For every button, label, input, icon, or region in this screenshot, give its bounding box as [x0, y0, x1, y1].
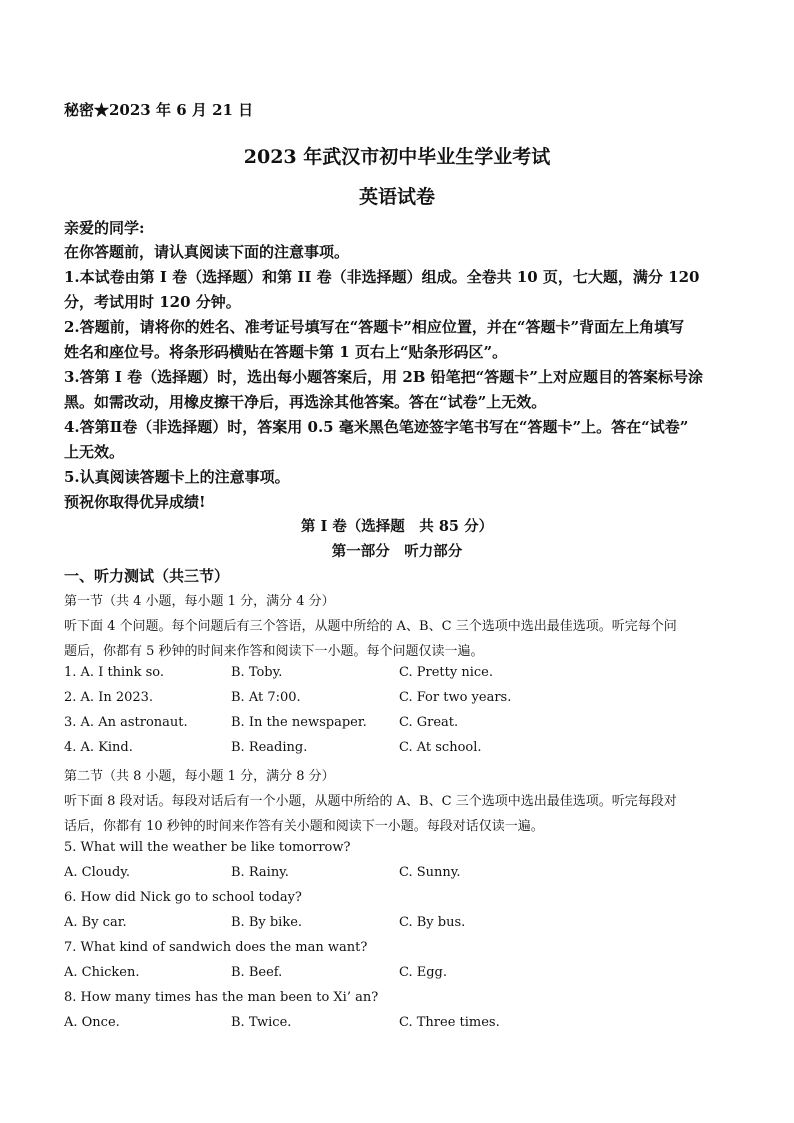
question-7-option-b: B. Beef.: [231, 965, 283, 980]
question-4-option-b: B. Reading.: [231, 740, 308, 755]
exam-title: 2023 年武汉市初中毕业生学业考试: [243, 146, 551, 168]
greeting: 亲爱的同学:: [64, 219, 145, 237]
question-5-option-a: A. Cloudy.: [64, 865, 131, 880]
section1-instruction-line-2: 题后，你都有 5 秒钟的时间来作答和阅读下一小题。每个问题仅读一遍。: [64, 644, 484, 659]
volume-heading: 第 I 卷（选择题 共 85 分）: [300, 518, 494, 535]
notice-item-5: 5.认真阅读答题卡上的注意事项。: [64, 468, 290, 486]
question-2-option-b: B. At 7:00.: [231, 690, 301, 705]
question-6-text: 6. How did Nick go to school today?: [64, 890, 302, 905]
notice-item-1-line-1: 1.本试卷由第 I 卷（选择题）和第 II 卷（非选择题）组成。全卷共 10 页，七大题，满分 120: [64, 268, 700, 286]
section2-sub-heading: 第二节（共 8 小题，每小题 1 分，满分 8 分）: [64, 769, 335, 784]
notice-item-4-line-1: 4.答第Ⅱ卷（非选择题）时，答案用 0.5 毫米黑色笔迹签字笔书写在“答题卡”上。答在“试卷”: [64, 418, 689, 436]
notice-intro: 在你答题前，请认真阅读下面的注意事项。: [64, 243, 350, 261]
notice-item-2-line-1: 2.答题前，请将你的姓名、准考证号填写在“答题卡”相应位置，并在“答题卡”背面左上角填写: [64, 318, 685, 336]
question-8-text: 8. How many times has the man been to Xi’ an?: [64, 990, 379, 1005]
question-3-option-a: 3. A. An astronaut.: [64, 715, 188, 730]
question-1-option-c: C. Pretty nice.: [399, 665, 493, 680]
question-3-option-b: B. In the newspaper.: [231, 715, 367, 730]
question-2-option-c: C. For two years.: [399, 690, 512, 705]
section1-sub-heading: 第一节（共 4 小题，每小题 1 分，满分 4 分）: [64, 594, 335, 609]
question-1-option-b: B. Toby.: [231, 665, 283, 680]
question-1-option-a: 1. A. I think so.: [64, 665, 164, 680]
question-8-option-b: B. Twice.: [231, 1015, 292, 1030]
notice-item-3-line-2: 黑。如需改动，用橡皮擦干净后，再选涂其他答案。答在“试卷”上无效。: [64, 393, 547, 411]
notice-item-1-line-2: 分，考试用时 120 分钟。: [64, 293, 241, 311]
notice-item-4-line-2: 上无效。: [64, 443, 125, 461]
question-6-option-a: A. By car.: [64, 915, 127, 930]
question-3-option-c: C. Great.: [399, 715, 459, 730]
section2-instruction-line-2: 话后，你都有 10 秒钟的时间来作答有关小题和阅读下一小题。每段对话仅读一遍。: [64, 819, 544, 834]
section1-instruction-line-1: 听下面 4 个问题。每个问题后有三个答语，从题中所给的 A、B、C 三个选项中选出最佳选项。听完每个问: [64, 619, 677, 634]
question-7-option-a: A. Chicken.: [64, 965, 140, 980]
notice-item-3-line-1: 3.答第 I 卷（选择题）时，选出每小题答案后，用 2B 铅笔把“答题卡”上对应题目的答案标号涂: [64, 368, 703, 386]
question-5-option-b: B. Rainy.: [231, 865, 289, 880]
question-2-option-a: 2. A. In 2023.: [64, 690, 154, 705]
question-4-option-a: 4. A. Kind.: [64, 740, 133, 755]
exam-subtitle: 英语试卷: [358, 186, 435, 208]
question-5-option-c: C. Sunny.: [399, 865, 461, 880]
section2-instruction-line-1: 听下面 8 段对话。每段对话后有一个小题，从题中所给的 A、B、C 三个选项中选出最佳选项。听完每段对: [64, 794, 677, 809]
question-6-option-b: B. By bike.: [231, 915, 303, 930]
secret-date-line: 秘密★2023 年 6 月 21 日: [64, 101, 254, 119]
section-heading: 一、听力测试（共三节）: [64, 567, 230, 585]
question-6-option-c: C. By bus.: [399, 915, 466, 930]
question-7-option-c: C. Egg.: [399, 965, 448, 980]
notice-wish: 预祝你取得优异成绩!: [64, 493, 206, 511]
question-5-text: 5. What will the weather be like tomorrow?: [64, 840, 351, 855]
question-4-option-c: C. At school.: [399, 740, 482, 755]
notice-item-2-line-2: 姓名和座位号。将条形码横贴在答题卡第 1 页右上“贴条形码区”。: [64, 343, 508, 361]
question-7-text: 7. What kind of sandwich does the man want?: [64, 940, 368, 955]
part-heading: 第一部分 听力部分: [331, 543, 463, 560]
question-8-option-c: C. Three times.: [399, 1015, 500, 1030]
question-8-option-a: A. Once.: [64, 1015, 120, 1030]
